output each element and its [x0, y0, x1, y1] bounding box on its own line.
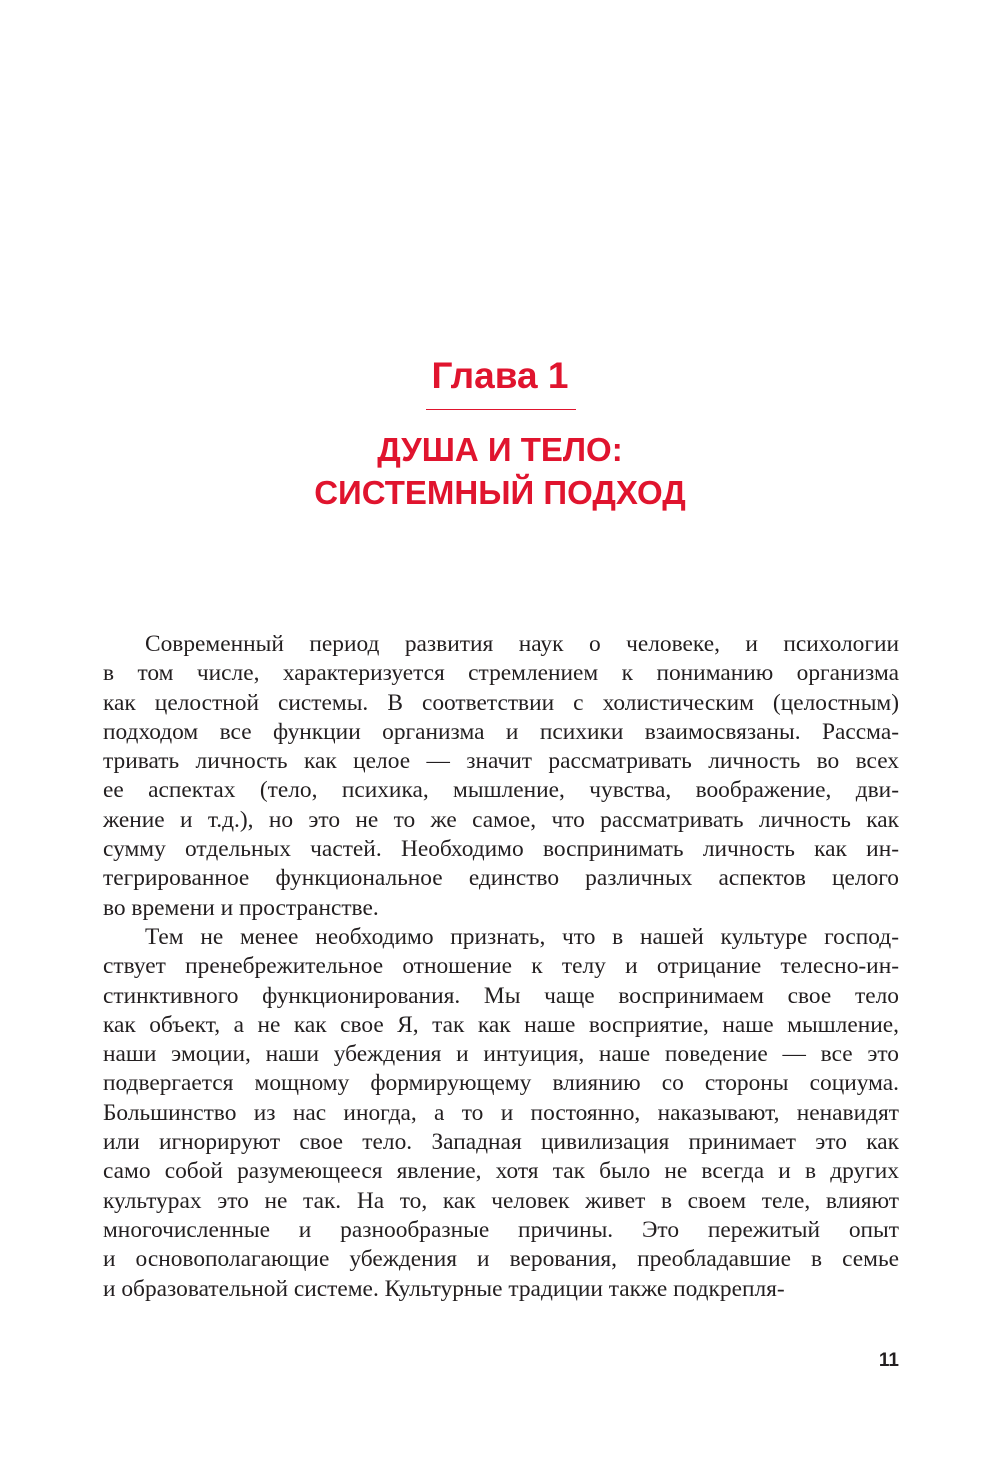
- text-line: стинктивного функционирования. Мы чаще воспринимаем свое тело: [103, 982, 899, 1009]
- text-line: и основополагающие убеждения и верования, преобладавшие в семье: [103, 1246, 899, 1273]
- text-line: в том числе, характеризуется стремлением к пониманию организма: [103, 660, 899, 687]
- text-line: и образовательной системе. Культурные традиции также подкрепля-: [103, 1275, 785, 1302]
- text-line: тегрированное функциональное единство различных аспектов целого: [103, 865, 899, 892]
- chapter-label: Глава 1: [431, 355, 569, 396]
- text-line: Большинство из нас иногда, а то и постоянно, наказывают, ненавидят: [103, 1099, 899, 1126]
- text-line: во времени и пространстве.: [103, 894, 379, 921]
- paragraph: [103, 630, 899, 923]
- text-line: подвергается мощному формирующему влиянию со стороны социума.: [103, 1070, 899, 1097]
- text-line: само собой разумеющееся явление, хотя так было не всегда и в других: [103, 1158, 899, 1185]
- text-line: наши эмоции, наши убеждения и интуиция, наше поведение — все это: [103, 1041, 899, 1068]
- text-line: подходом все функции организма и психики взаимосвязаны. Рассма-: [103, 718, 899, 745]
- text-line: жение и т.д.), но это не то же самое, что рассматривать личность как: [103, 806, 899, 833]
- chapter-divider: [426, 409, 576, 410]
- text-line: как объект, а не как свое Я, так как наше восприятие, наше мышление,: [103, 1011, 899, 1038]
- text-line: культурах это не так. На то, как человек живет в своем теле, влияют: [103, 1187, 899, 1214]
- text-line: многочисленные и разнообразные причины. Это пережитый опыт: [103, 1216, 899, 1243]
- text-line: Современный период развития наук о человеке, и психологии: [145, 631, 899, 657]
- chapter-title-line: ДУША И ТЕЛО:: [377, 431, 623, 468]
- text-line: или игнорируют свое тело. Западная цивилизация принимает это как: [103, 1129, 899, 1156]
- text-line: сумму отдельных частей. Необходимо воспринимать личность как ин-: [103, 836, 899, 863]
- text-line: тривать личность как целое — значит рассматривать личность во всех: [103, 748, 899, 775]
- chapter-title-line: СИСТЕМНЫЙ ПОДХОД: [314, 474, 686, 511]
- text-line: Тем не менее необходимо признать, что в нашей культуре господ-: [145, 923, 899, 950]
- text-line: ствует пренебрежительное отношение к телу и отрицание телесно-ин-: [103, 953, 899, 980]
- text-line: как целостной системы. В соответствии с холистическим (целостным): [103, 689, 899, 716]
- page-number: 11: [878, 1350, 899, 1371]
- body-text: [103, 630, 899, 1304]
- chapter-title: [0, 428, 1000, 514]
- text-line: ее аспектах (тело, психика, мышление, чувства, воображение, дви-: [103, 777, 899, 804]
- paragraph: [103, 923, 899, 1304]
